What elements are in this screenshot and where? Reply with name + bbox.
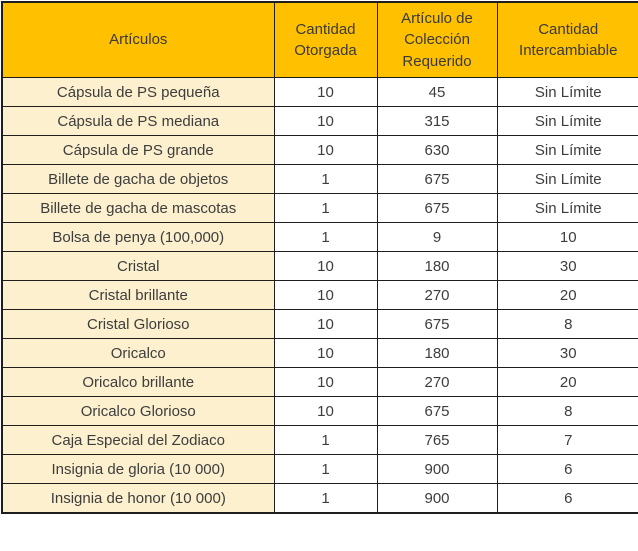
value-cell: 10	[274, 136, 377, 165]
value-cell: 10	[274, 339, 377, 368]
item-exchange-table	[1, 1, 638, 514]
value-cell: 765	[377, 426, 497, 455]
item-name-cell: Insignia de honor (10 000)	[2, 484, 274, 514]
item-name-cell: Billete de gacha de objetos	[2, 165, 274, 194]
value-cell: 1	[274, 426, 377, 455]
value-cell: 270	[377, 368, 497, 397]
value-cell: 180	[377, 339, 497, 368]
value-cell: 180	[377, 252, 497, 281]
table-header	[2, 2, 638, 78]
value-cell: 315	[377, 107, 497, 136]
item-name-cell: Cristal Glorioso	[2, 310, 274, 339]
value-cell: 675	[377, 194, 497, 223]
value-cell: 8	[497, 397, 638, 426]
table-row	[2, 252, 638, 281]
value-cell: Sin Límite	[497, 107, 638, 136]
value-cell: 20	[497, 368, 638, 397]
column-header-articulos: Artículos	[2, 2, 274, 78]
table-row	[2, 397, 638, 426]
value-cell: Sin Límite	[497, 136, 638, 165]
value-cell: 1	[274, 223, 377, 252]
value-cell: 675	[377, 397, 497, 426]
value-cell: 10	[274, 397, 377, 426]
item-name-cell: Cápsula de PS mediana	[2, 107, 274, 136]
table-row	[2, 339, 638, 368]
item-name-cell: Oricalco	[2, 339, 274, 368]
table-row	[2, 223, 638, 252]
value-cell: Sin Límite	[497, 78, 638, 107]
item-name-cell: Bolsa de penya (100,000)	[2, 223, 274, 252]
value-cell: 10	[274, 368, 377, 397]
table-row	[2, 78, 638, 107]
table-row	[2, 194, 638, 223]
value-cell: 675	[377, 310, 497, 339]
value-cell: 7	[497, 426, 638, 455]
table-row	[2, 455, 638, 484]
value-cell: 1	[274, 484, 377, 514]
item-name-cell: Caja Especial del Zodiaco	[2, 426, 274, 455]
item-name-cell: Cristal brillante	[2, 281, 274, 310]
value-cell: 1	[274, 165, 377, 194]
value-cell: 9	[377, 223, 497, 252]
value-cell: 45	[377, 78, 497, 107]
item-name-cell: Oricalco brillante	[2, 368, 274, 397]
value-cell: 10	[274, 281, 377, 310]
table-row	[2, 281, 638, 310]
value-cell: 30	[497, 339, 638, 368]
column-header-cantidad-otorgada: Cantidad Otorgada	[274, 2, 377, 78]
table-row	[2, 426, 638, 455]
item-name-cell: Cristal	[2, 252, 274, 281]
value-cell: 30	[497, 252, 638, 281]
item-name-cell: Oricalco Glorioso	[2, 397, 274, 426]
item-name-cell: Billete de gacha de mascotas	[2, 194, 274, 223]
column-header-cantidad-intercambiable: Cantidad Intercambiable	[497, 2, 638, 78]
value-cell: 630	[377, 136, 497, 165]
table-row	[2, 310, 638, 339]
value-cell: 8	[497, 310, 638, 339]
value-cell: 10	[274, 78, 377, 107]
value-cell: 20	[497, 281, 638, 310]
value-cell: 10	[274, 252, 377, 281]
table-row	[2, 136, 638, 165]
table-row	[2, 165, 638, 194]
table-body	[2, 78, 638, 514]
value-cell: 6	[497, 484, 638, 514]
value-cell: 900	[377, 455, 497, 484]
item-name-cell: Insignia de gloria (10 000)	[2, 455, 274, 484]
item-name-cell: Cápsula de PS grande	[2, 136, 274, 165]
value-cell: 1	[274, 455, 377, 484]
value-cell: 10	[497, 223, 638, 252]
header-row	[2, 2, 638, 78]
table-row	[2, 484, 638, 514]
column-header-articulo-de-coleccion-requerido: Artículo de Colección Requerido	[377, 2, 497, 78]
table-row	[2, 107, 638, 136]
value-cell: Sin Límite	[497, 165, 638, 194]
table-row	[2, 368, 638, 397]
value-cell: 900	[377, 484, 497, 514]
value-cell: 6	[497, 455, 638, 484]
value-cell: 270	[377, 281, 497, 310]
value-cell: 10	[274, 107, 377, 136]
item-name-cell: Cápsula de PS pequeña	[2, 78, 274, 107]
value-cell: 1	[274, 194, 377, 223]
value-cell: Sin Límite	[497, 194, 638, 223]
value-cell: 10	[274, 310, 377, 339]
value-cell: 675	[377, 165, 497, 194]
